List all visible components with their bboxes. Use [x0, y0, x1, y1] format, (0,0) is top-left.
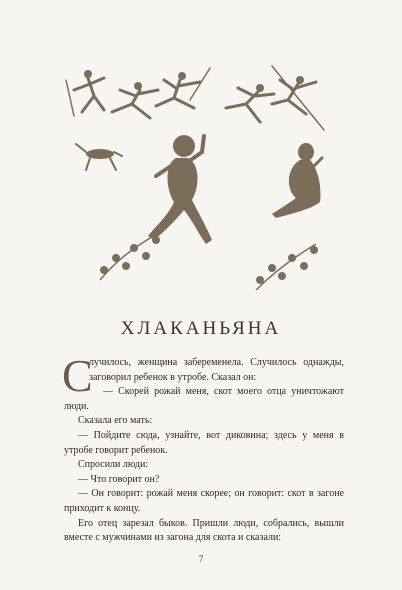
- paragraph-3: Сказала его мать:: [78, 415, 153, 427]
- plant-right: [256, 244, 318, 290]
- dancer-figure-4: [226, 84, 274, 122]
- dancer-figure-5: [272, 66, 324, 130]
- paragraph-5: Спросили люди:: [78, 459, 149, 471]
- body-text: [62, 350, 344, 546]
- paragraph-7: — Он говорит: рожай меня скорее; он говорит: скот в загоне приходит к концу.: [64, 488, 344, 514]
- paragraph-1: лучилось, женщина забеременела. Случилось однажды, заговорил ребенок в утробе. Сказал он:: [89, 357, 344, 383]
- dancer-figure-2: [112, 82, 158, 118]
- dancer-figure-1: [66, 70, 104, 116]
- page-number: 7: [198, 554, 204, 564]
- animal-figure: [76, 144, 122, 170]
- paragraph-4: — Пойдите сюда, узнайте, вот диковина; здесь у меня в утробе говорит ребенок.: [64, 429, 344, 456]
- seated-figure: [272, 143, 322, 218]
- dancer-figure-3: [156, 68, 210, 108]
- chapter-title: ХЛАКАНЬЯНА: [120, 318, 282, 339]
- paragraph-2: — Скорей рожай меня, скот моего отца уничтожают люди.: [64, 386, 344, 412]
- drop-cap-letter: С: [62, 350, 93, 401]
- tribal-illustration: [60, 60, 350, 300]
- plant-left: [100, 232, 160, 280]
- paragraph-8: Его отец зарезал быков. Пришли люди, собрались, вышли вместе с мужчинами из загона для скота и сказали:: [64, 517, 344, 544]
- central-figure: [148, 135, 212, 244]
- paragraph-6: — Что говорит он?: [78, 473, 160, 485]
